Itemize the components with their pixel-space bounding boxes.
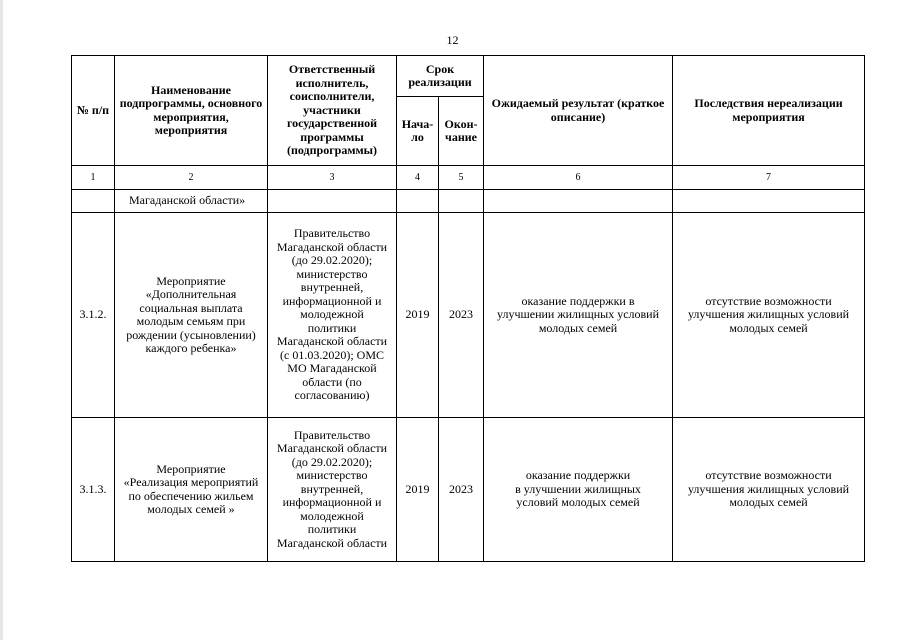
row-start: 2019 [397,213,439,418]
row-result: оказание поддержки в улучшении жилищных условий молодых семей [484,213,673,418]
continuation-cell [484,190,673,213]
column-number: 5 [439,166,484,190]
column-number: 2 [115,166,268,190]
header-consequences: Последствия нереализации мероприятия [673,56,865,166]
row-consequences: отсутствие возможности улучшения жилищных условий молодых семей [673,213,865,418]
continuation-cell [268,190,397,213]
row-name: Мероприятие «Реализация мероприятий по обеспечению жильем молодых семей » [115,418,268,562]
column-number: 1 [72,166,115,190]
continuation-cell [439,190,484,213]
row-end: 2023 [439,418,484,562]
header-term: Срок реализации [397,56,484,97]
table-row [72,213,865,418]
continuation-cell [673,190,865,213]
row-responsible: Правительство Магаданской области (до 29.02.2020); министерство внутренней, информационной и молодежной политики Магаданской области [268,418,397,562]
column-number: 4 [397,166,439,190]
header-row-1 [72,56,865,97]
page-number: 12 [446,33,459,47]
header-num: № п/п [72,56,115,166]
continuation-name: Магаданской области» [115,190,268,213]
column-number: 3 [268,166,397,190]
row-consequences: отсутствие возможности улучшения жилищных условий молодых семей [673,418,865,562]
column-numbers-row [72,166,865,190]
row-num: 3.1.3. [72,418,115,562]
row-end: 2023 [439,213,484,418]
table-row [72,418,865,562]
scan-edge [0,0,3,640]
header-end: Окон- чание [439,97,484,166]
continuation-num [72,190,115,213]
program-table [71,55,865,562]
header-result: Ожидаемый результат (краткое описание) [484,56,673,166]
row-responsible: Правительство Магаданской области (до 29.02.2020); министерство внутренней, информационной и молодежной политики Магаданской области (с 01.03.2020); ОМС МО Магаданской области (по согласованию) [268,213,397,418]
header-name: Наименование подпрограммы, основного мероприятия, мероприятия [115,56,268,166]
row-num: 3.1.2. [72,213,115,418]
header-start: Нача- ло [397,97,439,166]
row-start: 2019 [397,418,439,562]
row-name: Мероприятие «Дополнительная социальная выплата молодым семьям при рождении (усыновлении) каждого ребенка» [115,213,268,418]
continuation-cell [397,190,439,213]
continuation-row [72,190,865,213]
header-responsible: Ответственный исполнитель, соисполнители, участники государственной программы (подпрограммы) [268,56,397,166]
column-number: 7 [673,166,865,190]
column-number: 6 [484,166,673,190]
row-result: оказание поддержки в улучшении жилищных условий молодых семей [484,418,673,562]
